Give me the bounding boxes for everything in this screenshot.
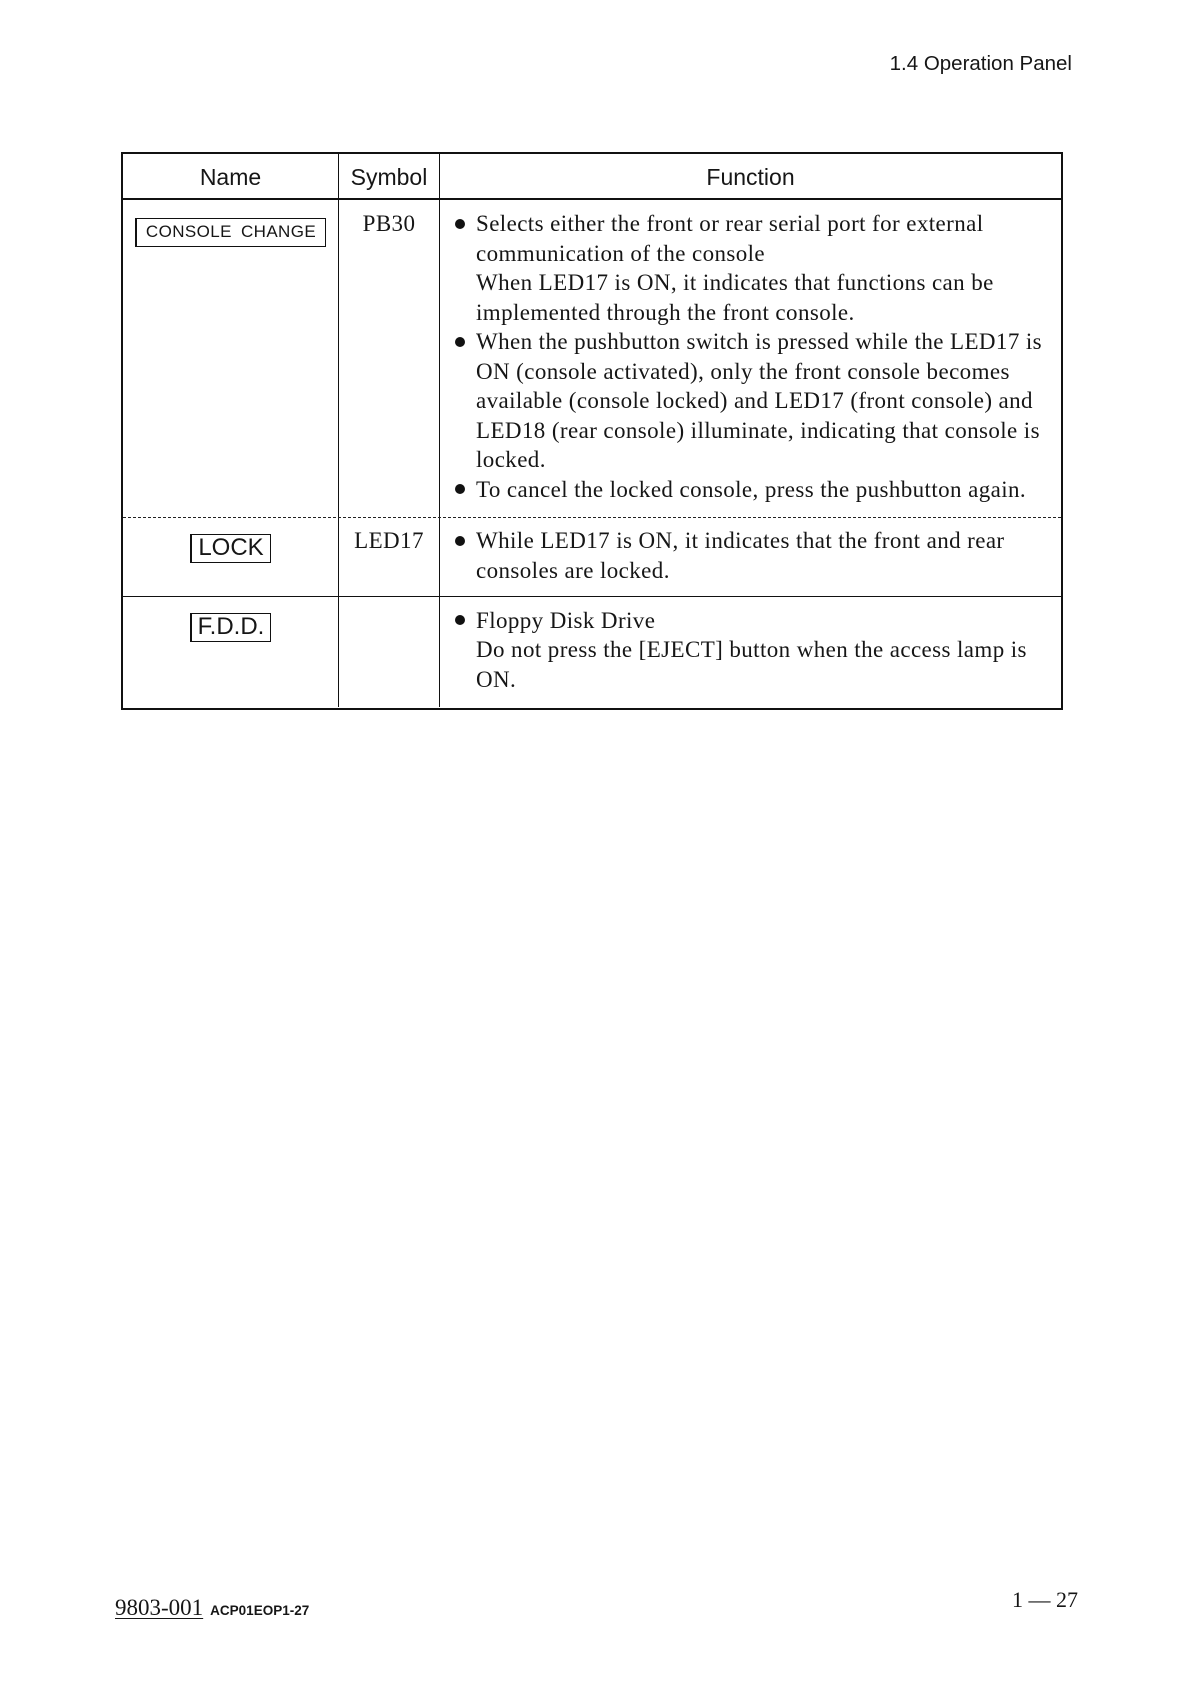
function-line: Do not press the [EJECT] button when the access lamp is	[476, 637, 1027, 662]
bullet-icon	[455, 536, 465, 546]
bullet-icon	[455, 337, 465, 347]
table-row	[123, 597, 1061, 707]
function-bullet	[476, 475, 1061, 505]
function-line: consoles are locked.	[476, 557, 670, 583]
page-number: 1 — 27	[1012, 1587, 1078, 1612]
table-row	[123, 518, 1061, 597]
function-bullet	[476, 526, 1061, 585]
bullet-icon	[455, 615, 465, 625]
column-header-symbol: Symbol	[339, 154, 440, 198]
symbol-cell: PB30	[339, 200, 440, 517]
name-cell	[123, 200, 339, 517]
function-line: Floppy Disk Drive	[476, 607, 656, 633]
function-line: ON.	[476, 666, 517, 692]
panel-key-label: CONSOLE CHANGE	[135, 218, 326, 247]
function-line: While LED17 is ON, it indicates that the front and rear	[476, 528, 1005, 553]
function-line: locked.	[476, 447, 546, 472]
footer-document-id	[115, 1594, 309, 1622]
function-cell	[440, 597, 1061, 707]
function-line: Selects either the front or rear serial port for external	[476, 211, 984, 236]
function-line: To cancel the locked console, press the pushbutton again.	[476, 476, 1027, 502]
name-cell	[123, 518, 339, 596]
function-cell	[440, 200, 1061, 517]
function-line: communication of the console	[476, 240, 766, 266]
column-header-function: Function	[706, 163, 795, 190]
function-line: LED18 (rear console) illuminate, indicating that console is	[476, 417, 1040, 443]
section-header: 1.4 Operation Panel	[889, 52, 1072, 75]
function-bullet	[476, 209, 1061, 327]
function-bullet	[476, 606, 1061, 695]
bullet-icon	[455, 484, 465, 494]
function-line: ON (console activated), only the front console becomes	[476, 358, 1010, 384]
table-row	[123, 200, 1061, 518]
column-header-name: Name	[123, 154, 339, 198]
panel-key-label: LOCK	[190, 534, 270, 563]
function-line: When LED17 is ON, it indicates that functions can be	[476, 270, 994, 295]
table-header-row	[123, 154, 1061, 200]
name-cell	[123, 597, 339, 707]
symbol-cell: LED17	[339, 518, 440, 596]
function-bullet	[476, 327, 1061, 475]
operation-panel-table	[121, 152, 1063, 710]
function-line: implemented through the front console.	[476, 299, 855, 325]
symbol-cell	[339, 597, 440, 707]
function-line: When the pushbutton switch is pressed while the LED17 is	[476, 329, 1043, 354]
document-number: 9803-001	[115, 1595, 204, 1620]
panel-key-label: F.D.D.	[190, 613, 272, 642]
document-code: ACP01EOP1-27	[210, 1603, 310, 1618]
function-cell	[440, 518, 1061, 596]
function-line: available (console locked) and LED17 (front console) and	[476, 388, 1033, 413]
bullet-icon	[455, 219, 465, 229]
